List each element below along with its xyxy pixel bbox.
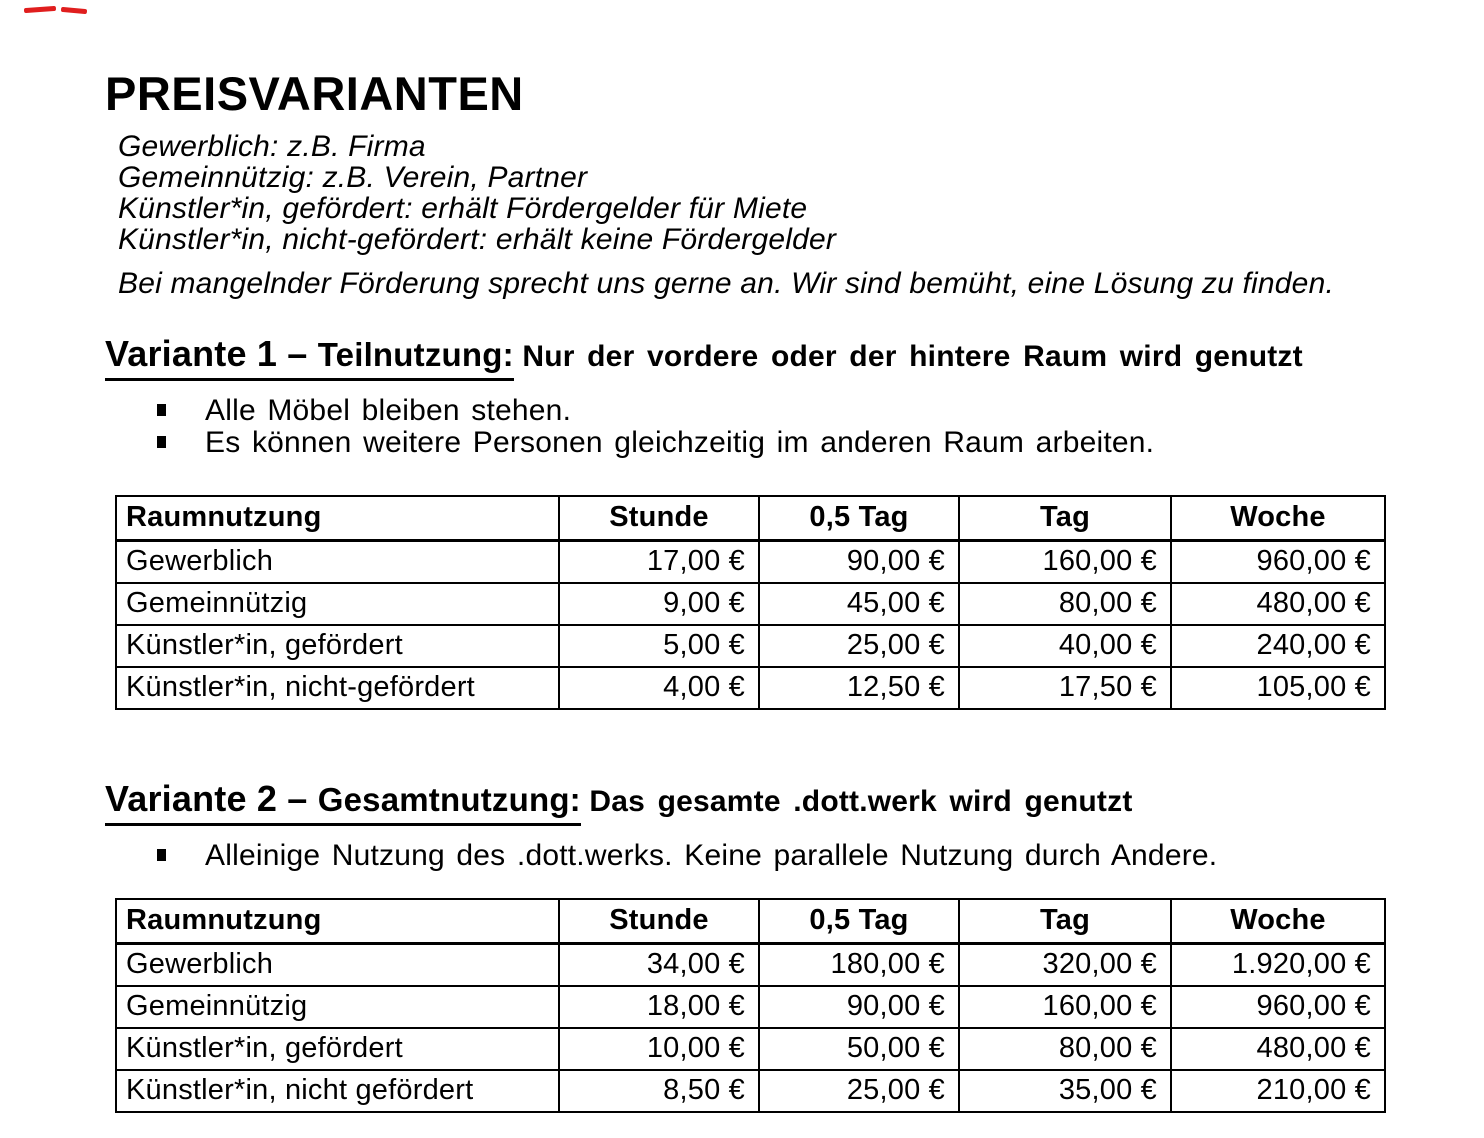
price-cell: 240,00 € <box>1171 625 1385 667</box>
price-cell: 18,00 € <box>559 986 759 1028</box>
column-header: Stunde <box>559 899 759 944</box>
variant2-heading-sub: Gesamtnutzung: <box>317 780 581 818</box>
bullet-square-icon <box>157 849 166 861</box>
price-cell: 1.920,00 € <box>1171 943 1385 986</box>
price-cell: 25,00 € <box>759 625 959 667</box>
definition-line: Künstler*in, nicht-gefördert: erhält keine Fördergelder <box>118 222 837 256</box>
column-header: Tag <box>959 496 1171 541</box>
variant1-heading <box>105 332 1484 381</box>
category-cell: Gemeinnützig <box>116 583 559 625</box>
table-row <box>116 986 1385 1028</box>
column-header: 0,5 Tag <box>759 496 959 541</box>
category-cell: Künstler*in, gefördert <box>116 1028 559 1070</box>
variant1-heading-suffix: Nur der vordere oder der hintere Raum wird genutzt <box>522 339 1303 373</box>
price-cell: 180,00 € <box>759 943 959 986</box>
variant2-bullet-list <box>0 840 1484 872</box>
category-cell: Gemeinnützig <box>116 986 559 1028</box>
price-cell: 5,00 € <box>559 625 759 667</box>
bullet-text: Alleinige Nutzung des .dott.werks. Keine parallele Nutzung durch Andere. <box>205 838 1218 872</box>
column-header: Raumnutzung <box>116 496 559 541</box>
price-cell: 8,50 € <box>559 1070 759 1112</box>
variant2-price-table <box>115 898 1386 1113</box>
table-row <box>116 1070 1385 1112</box>
bullet-text: Alle Möbel bleiben stehen. <box>205 393 572 427</box>
price-cell: 17,00 € <box>559 540 759 583</box>
price-cell: 480,00 € <box>1171 1028 1385 1070</box>
column-header: Stunde <box>559 496 759 541</box>
price-cell: 90,00 € <box>759 540 959 583</box>
table-row <box>116 943 1385 986</box>
price-cell: 35,00 € <box>959 1070 1171 1112</box>
definition-line: Gemeinnützig: z.B. Verein, Partner <box>118 160 588 194</box>
funding-note: Bei mangelnder Förderung sprecht uns gerne an. Wir sind bemüht, eine Lösung zu finden. <box>118 266 1334 300</box>
price-cell: 960,00 € <box>1171 986 1385 1028</box>
page-title: PREISVARIANTEN <box>105 67 524 120</box>
category-cell: Künstler*in, nicht gefördert <box>116 1070 559 1112</box>
price-cell: 50,00 € <box>759 1028 959 1070</box>
price-cell: 960,00 € <box>1171 540 1385 583</box>
price-cell: 45,00 € <box>759 583 959 625</box>
price-cell: 80,00 € <box>959 1028 1171 1070</box>
price-cell: 34,00 € <box>559 943 759 986</box>
column-header: Woche <box>1171 899 1385 944</box>
definition-line: Gewerblich: z.B. Firma <box>118 129 426 163</box>
price-cell: 90,00 € <box>759 986 959 1028</box>
variant1-bullet-list <box>0 395 1484 459</box>
variant1-heading-sub: Teilnutzung: <box>317 335 514 373</box>
table-row <box>116 583 1385 625</box>
column-header: Raumnutzung <box>116 899 559 944</box>
category-cell: Gewerblich <box>116 540 559 583</box>
variant1-price-table <box>115 495 1386 710</box>
section-spacer <box>0 710 1484 744</box>
list-item <box>205 840 1484 872</box>
category-cell: Künstler*in, nicht-gefördert <box>116 667 559 709</box>
table-header-row <box>116 899 1385 944</box>
bullet-text: Es können weitere Personen gleichzeitig im anderen Raum arbeiten. <box>205 425 1155 459</box>
category-cell: Künstler*in, gefördert <box>116 625 559 667</box>
price-cell: 40,00 € <box>959 625 1171 667</box>
price-cell: 12,50 € <box>759 667 959 709</box>
price-cell: 160,00 € <box>959 540 1171 583</box>
list-item <box>205 427 1484 459</box>
bullet-square-icon <box>157 436 166 448</box>
price-cell: 10,00 € <box>559 1028 759 1070</box>
price-cell: 160,00 € <box>959 986 1171 1028</box>
variant2-heading-suffix: Das gesamte .dott.werk wird genutzt <box>589 784 1133 818</box>
price-cell: 9,00 € <box>559 583 759 625</box>
variant2-heading-main: Variante 2 – <box>105 777 318 819</box>
price-cell: 25,00 € <box>759 1070 959 1112</box>
price-cell: 105,00 € <box>1171 667 1385 709</box>
bullet-square-icon <box>157 404 166 416</box>
column-header: Tag <box>959 899 1171 944</box>
table-row <box>116 625 1385 667</box>
column-header: Woche <box>1171 496 1385 541</box>
list-item <box>205 395 1484 427</box>
price-cell: 80,00 € <box>959 583 1171 625</box>
variant1-heading-main: Variante 1 – <box>105 332 318 374</box>
price-cell: 4,00 € <box>559 667 759 709</box>
column-header: 0,5 Tag <box>759 899 959 944</box>
price-cell: 210,00 € <box>1171 1070 1385 1112</box>
variant2-heading <box>105 777 1484 826</box>
definition-line: Künstler*in, gefördert: erhält Fördergelder für Miete <box>118 191 808 225</box>
table-row <box>116 667 1385 709</box>
table-row <box>116 540 1385 583</box>
table-row <box>116 1028 1385 1070</box>
variant1-heading-underlined <box>105 332 514 381</box>
price-cell: 480,00 € <box>1171 583 1385 625</box>
variant2-heading-underlined <box>105 777 581 826</box>
price-cell: 320,00 € <box>959 943 1171 986</box>
price-cell: 17,50 € <box>959 667 1171 709</box>
intro-definitions <box>118 131 1484 255</box>
table-header-row <box>116 496 1385 541</box>
category-cell: Gewerblich <box>116 943 559 986</box>
